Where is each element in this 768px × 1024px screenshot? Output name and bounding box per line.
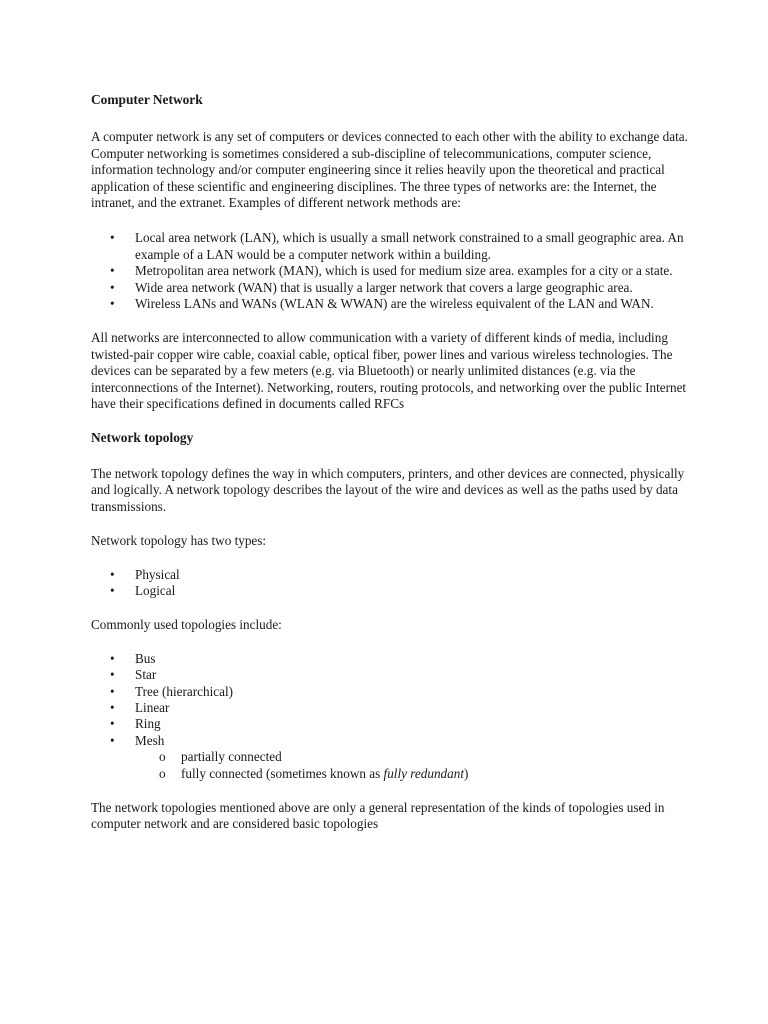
list-item-text: Mesh	[135, 732, 165, 748]
media-paragraph: All networks are interconnected to allow communication with a variety of different kinds of media, including twisted-pair copper wire cable, coaxial cable, optical fiber, power lines and various wireless technologies. The devices can be separated by a few meters (e.g. via Bluetooth) or nearly unlimited distances (e.g. via the interconnections of the Internet). Networking, routers, routing protocols, and networking over the public Internet have their specifications defined in documents called RFCs	[91, 330, 687, 412]
sub-list-item-prefix: fully connected (sometimes known as	[181, 765, 384, 781]
circle-bullet-icon: o	[159, 765, 166, 781]
list-item	[91, 733, 692, 749]
mesh-sublist	[91, 749, 692, 782]
sub-list-item	[91, 766, 692, 782]
sub-list-item	[91, 749, 692, 765]
list-item	[91, 280, 692, 296]
list-item-text: Metropolitan area network (MAN), which is used for medium size area. examples for a city or a state.	[135, 263, 673, 279]
sub-list-item-text: partially connected	[181, 749, 282, 765]
section-title-topology: Network topology	[91, 429, 194, 445]
bullet-icon: •	[110, 667, 115, 683]
bullet-icon: •	[110, 699, 115, 715]
list-item-text: Wireless LANs and WANs (WLAN & WWAN) are the wireless equivalent of the LAN and WAN.	[135, 296, 654, 312]
circle-bullet-icon: o	[159, 749, 166, 765]
bullet-icon: •	[110, 566, 115, 582]
bullet-icon: •	[110, 582, 115, 598]
common-intro: Commonly used topologies include:	[91, 617, 282, 633]
list-item-text: Star	[135, 667, 157, 683]
network-methods-list	[91, 230, 692, 312]
list-item-text: Logical	[135, 582, 176, 598]
sub-list-item-italic: fully redundant	[383, 765, 464, 781]
list-item-text: Tree (hierarchical)	[135, 683, 233, 699]
bullet-icon: •	[110, 230, 115, 246]
bullet-icon: •	[110, 650, 115, 666]
bullet-icon: •	[110, 279, 115, 295]
bullet-icon: •	[110, 683, 115, 699]
list-item	[91, 583, 692, 599]
list-item-text: Ring	[135, 716, 161, 732]
list-item	[91, 667, 692, 683]
list-item	[91, 567, 692, 583]
common-topologies-list	[91, 651, 692, 749]
bullet-icon: •	[110, 263, 115, 279]
topology-types-list	[91, 567, 692, 600]
sub-list-item-suffix: )	[464, 765, 469, 781]
list-item	[91, 684, 692, 700]
list-item	[91, 263, 692, 279]
list-item	[91, 651, 692, 667]
list-item-text: Bus	[135, 650, 156, 666]
list-item-text: Wide area network (WAN) that is usually a larger network that covers a large geographic area.	[135, 279, 633, 295]
list-item	[91, 296, 692, 312]
bullet-icon: •	[110, 732, 115, 748]
list-item	[91, 230, 692, 263]
list-item-text: Physical	[135, 566, 180, 582]
page-title: Computer Network	[91, 92, 203, 107]
conclusion-paragraph: The network topologies mentioned above are only a general representation of the kinds of topologies used in computer network and are considered basic topologies	[91, 800, 665, 832]
list-item-text: Local area network (LAN), which is usually a small network constrained to a small geographic area. An example of a LAN would be a computer network within a building.	[135, 230, 684, 262]
list-item	[91, 716, 692, 732]
types-intro: Network topology has two types:	[91, 533, 267, 549]
list-item	[91, 700, 692, 716]
bullet-icon: •	[110, 716, 115, 732]
bullet-icon: •	[110, 296, 115, 312]
intro-paragraph: A computer network is any set of computers or devices connected to each other with the ability to exchange data. Computer networking is sometimes considered a sub-discipline of telecommunications, computer science, information technology and/or computer engineering since it relies heavily upon the theoretical and practical application of these scientific and engineering disciplines. The three types of networks are: the Internet, the intranet, and the extranet. Examples of different network methods are:	[91, 129, 688, 211]
topology-definition: The network topology defines the way in which computers, printers, and other devices are connected, physically and logically. A network topology describes the layout of the wire and devices as well as the paths used by data transmissions.	[91, 465, 685, 514]
list-item-text: Linear	[135, 699, 170, 715]
